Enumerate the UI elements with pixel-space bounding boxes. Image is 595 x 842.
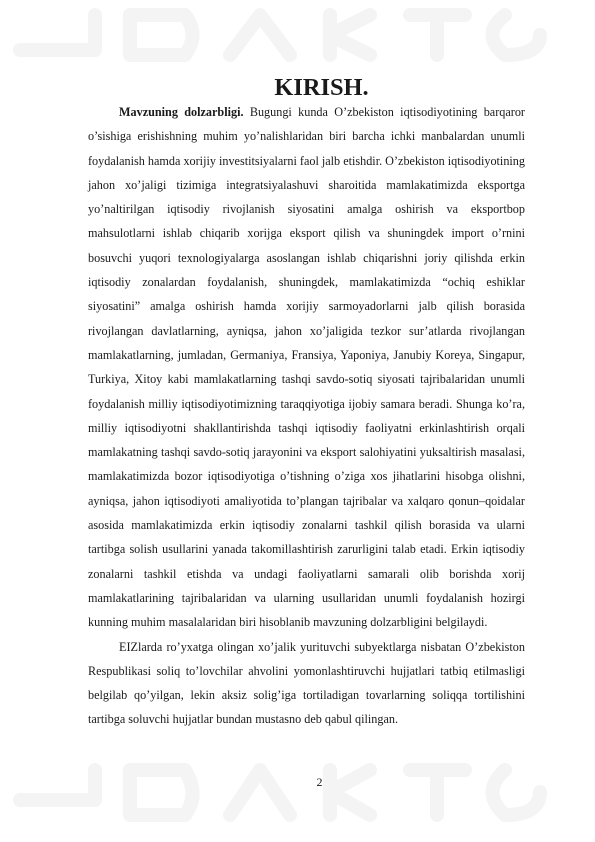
document-body [88, 76, 525, 732]
paragraph-text: EIZlarda ro’yxatga olingan xo’jalik yurituvchi subyektlarga nisbatan O’zbekiston Respublikasi soliq to’lovchilar ahvolini yomonlashtiruvchi hujjatlari tatbiq etilmasligi belgilab qo’yilgan, lekin aksiz solig’iga tortiladigan tovarlarning soliqqa tortilishini tartibga soluvchi hujjatlar bundan mustasno deb qabul qilingan. [88, 639, 525, 727]
watermark-shape [493, 15, 541, 55]
section-title: KIRISH. [274, 74, 369, 101]
watermark-shape [130, 15, 193, 55]
page-number: 2 [316, 775, 323, 789]
paragraph-eiz [88, 635, 525, 732]
watermark-shape [20, 15, 95, 50]
watermark-shape [330, 15, 370, 55]
paragraph-text: Bugungi kunda O’zbekiston iqtisodiyotining barqaror o’sishiga erishishning muhim yo’nalishlaridan biri barcha ichki manbalardan unumli foydalanish hamda xorijiy investitsiyalarni faol jalb etishdir. O’zbekiston iqtisodiyotining jahon xo’jaligi tizimiga integratsiyalashuvi sharoitida mamlakatimizda eksportga yo’naltirilgan iqtisodiy rivojlanish siyosatini amalga oshirish va eksportbop mahsulotlarni ishlab chiqarib xorijga eksport qilish va shuningdek import o’rnini bosuvchi yuqori texnologiyalarga asoslangan ishlab chiqarishni joriy qilishda erkin iqtisodiy zonalardan foydalanish, shuningdek, mamlakatimizda “ochiq eshiklar siyosatini” amalga oshirish hamda xorijiy sarmoyadorlarni jalb qilish borasida rivojlangan davlatlarning, ayniqsa, jahon xo’jaligida tezkor sur’atlarda rivojlangan mamlakatlarning, jumladan, Germaniya, Fransiya, Yaponiya, Janubiy Koreya, Singapur, Turkiya, Xitoy kabi mamlakatlarning tashqi savdo-sotiq siyosati tajribalaridan unumli foydalanish milliy iqtisodiyotimizning taraqqiyotiga ijobiy samara beradi. Shunga ko’ra, milliy iqtisodiyotni shakllantirishda tashqi iqtisodiy faoliyatni erkinlashtirish orqali mamlakatning tashqi savdo-sotiq jarayonini va eksport salohiyatini yuksaltirish masalasi, mamlakatimizda bozor iqtisodiyotiga o’tishning o’ziga xos jihatlarini hisobga olishni, ayniqsa, jahon iqtisodiyoti amaliyotida to’plangan tajribalar va xalqaro qonun–qoidalar asosida mamlakatimizda erkin iqtisodiy zonalarni tashkil qilish borasida va ularni tartibga solish usullarini yanada takomillashtirish zarurligini talab etadi. Erkin iqtisodiy zonalarni tashkil etishda va undagi faoliyatlarni samarali olib borishda xorij mamlakatlarining tajribalaridan va ularning usullaridan unumli foydalanish hozirgi kunning muhim masalalaridan biri hisoblanib mavzuning dolzarbligini belgilaydi. [88, 105, 525, 630]
paragraph-relevance [88, 100, 525, 635]
watermark-shape [410, 15, 465, 55]
watermark-shape [230, 15, 290, 55]
paragraph-lead: Mavzuning dolzarbligi. [119, 105, 244, 119]
